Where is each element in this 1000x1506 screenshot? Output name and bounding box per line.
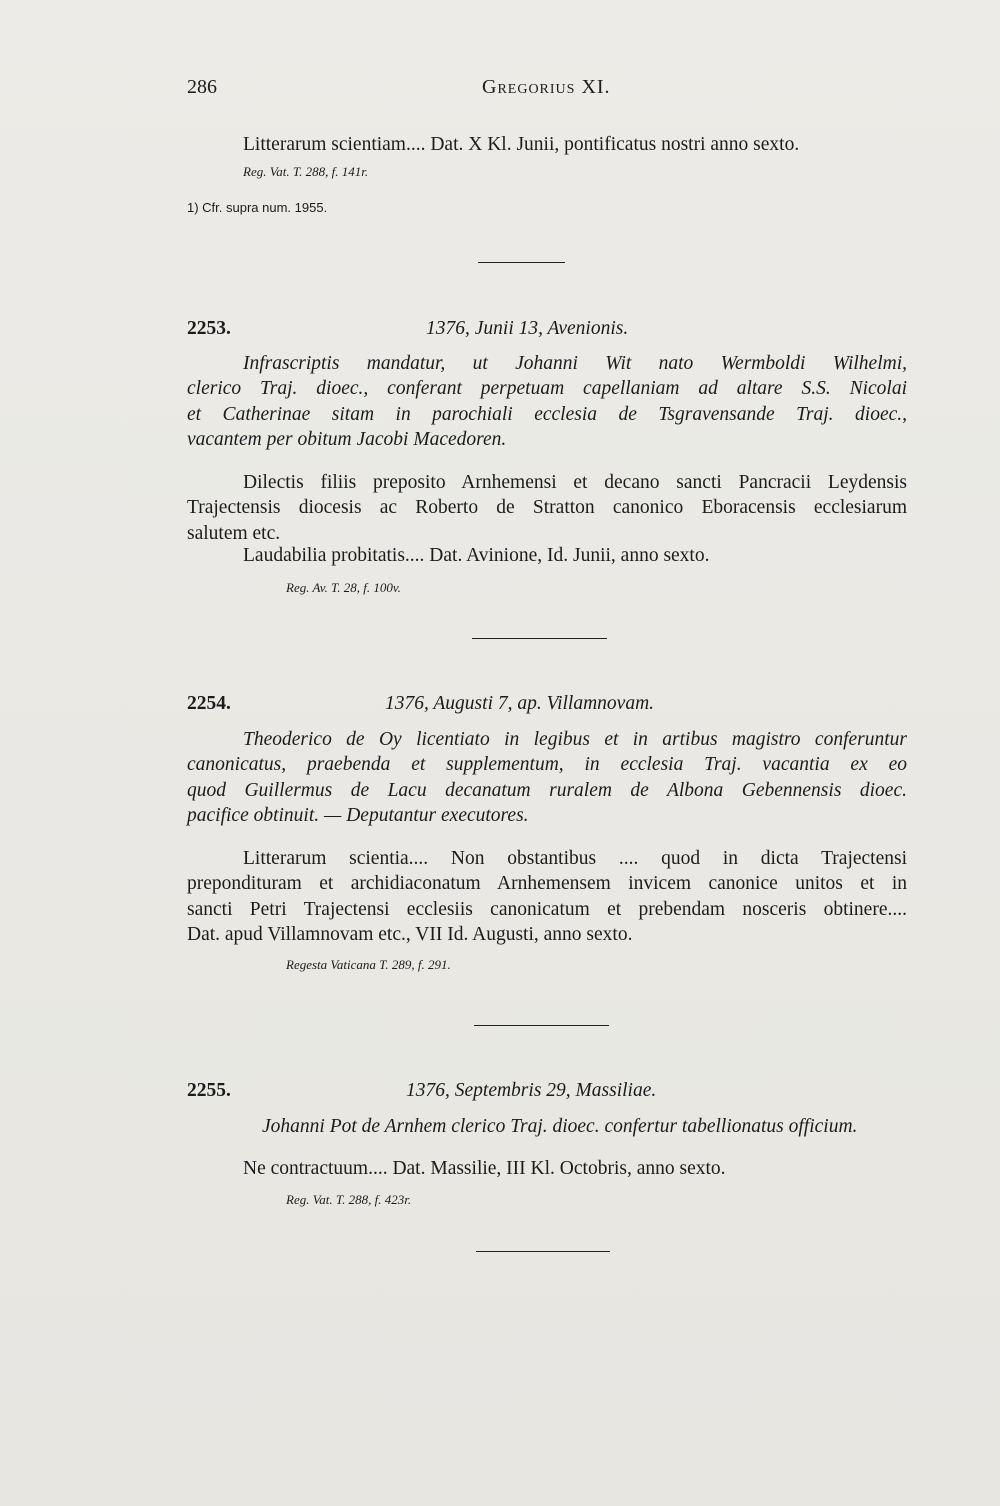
- entry-date: 1376, Augusti 7, ap. Villamnovam.: [385, 693, 655, 714]
- text-line: Litterarum scientia.... Non obstantibus .... quod in dicta Trajectensi: [243, 848, 907, 869]
- reference-text: Reg. Vat. T. 288, f. 423r.: [286, 1192, 412, 1207]
- entry-summary: [243, 351, 907, 377]
- section-divider: [472, 638, 607, 639]
- summary-line: vacantem per obitum Jacobi Macedoren.: [187, 429, 507, 451]
- entry-summary-cont: [187, 752, 907, 829]
- entry-number: 2254.: [187, 693, 231, 714]
- intro-text: Litterarum scientiam.... Dat. X Kl. Junii, pontificatus nostri anno sexto.: [243, 134, 800, 155]
- entry-number: 2253.: [187, 318, 231, 339]
- section-divider: [476, 1251, 610, 1252]
- summary-line: quod Guillermus de Lacu decanatum ruralem de Albona Gebennensis dioec.: [187, 779, 907, 801]
- reference-text: Reg. Av. T. 28, f. 100v.: [286, 580, 401, 595]
- entry-reference: [286, 1192, 411, 1208]
- entry-summary: [243, 727, 907, 753]
- entry-text-cont: [187, 871, 907, 948]
- summary-line: canonicatus, praebenda et supplementum, in ecclesia Traj. vacantia ex eo: [187, 754, 907, 775]
- summary-line: Infrascriptis mandatur, ut Johanni Wit nato Wermboldi Wilhelmi,: [243, 353, 907, 374]
- text-line: Dat. apud Villamnovam etc., VII Id. Augusti, anno sexto.: [187, 924, 633, 946]
- text-line: salutem etc.: [187, 522, 281, 544]
- text-line: Dilectis filiis preposito Arnhemensi et decano sancti Pancracii Leydensis: [243, 472, 907, 493]
- entry-reference: [286, 957, 451, 973]
- reference-text: Regesta Vaticana T. 289, f. 291.: [286, 957, 451, 972]
- entry-reference: [286, 580, 401, 596]
- section-divider: [474, 1025, 609, 1026]
- entry-date: 1376, Septembris 29, Massiliae.: [406, 1080, 657, 1101]
- summary-line: et Catherinae sitam in parochiali ecclesia de Tsgravensande Traj. dioec.,: [187, 403, 907, 425]
- footnote: 1) Cfr. supra num. 1955.: [187, 200, 328, 215]
- running-title: Gregorius XI.: [482, 76, 611, 98]
- text-line: sancti Petri Trajectensi ecclesiis canonicatum et prebendam nosceris obtinere....: [187, 898, 907, 920]
- summary-line: pacifice obtinuit. — Deputantur executores.: [187, 805, 529, 827]
- intro-reference: [243, 164, 368, 180]
- intro-reference-text: Reg. Vat. T. 288, f. 141r.: [243, 164, 369, 179]
- summary-line: Theoderico de Oy licentiato in legibus et in artibus magistro conferuntur: [243, 729, 907, 750]
- summary-line: clerico Traj. dioec., conferant perpetuam capellaniam ad altare S.S. Nicolai: [187, 378, 907, 399]
- entry-text: [243, 470, 907, 496]
- text-line: Laudabilia probitatis.... Dat. Avinione, Id. Junii, anno sexto.: [243, 545, 710, 566]
- entry-date: 1376, Junii 13, Avenionis.: [426, 318, 629, 339]
- entry-summary-cont: [187, 376, 907, 453]
- page-number: 286: [187, 76, 217, 98]
- text-line: Trajectensis diocesis ac Roberto de Stratton canonico Eboracensis ecclesiarum: [187, 497, 907, 518]
- entry-summary: Johanni Pot de Arnhem clerico Traj. dioec. confertur tabellionatus officium.: [262, 1116, 858, 1137]
- text-line: prepondituram et archidiaconatum Arnhemensem invicem canonice unitos et in: [187, 873, 907, 894]
- entry-text-cont: [187, 495, 907, 546]
- text-line: Ne contractuum.... Dat. Massilie, III Kl. Octobris, anno sexto.: [243, 1158, 726, 1179]
- entry-number: 2255.: [187, 1080, 231, 1101]
- entry-text: [243, 846, 907, 872]
- section-divider: [478, 262, 565, 263]
